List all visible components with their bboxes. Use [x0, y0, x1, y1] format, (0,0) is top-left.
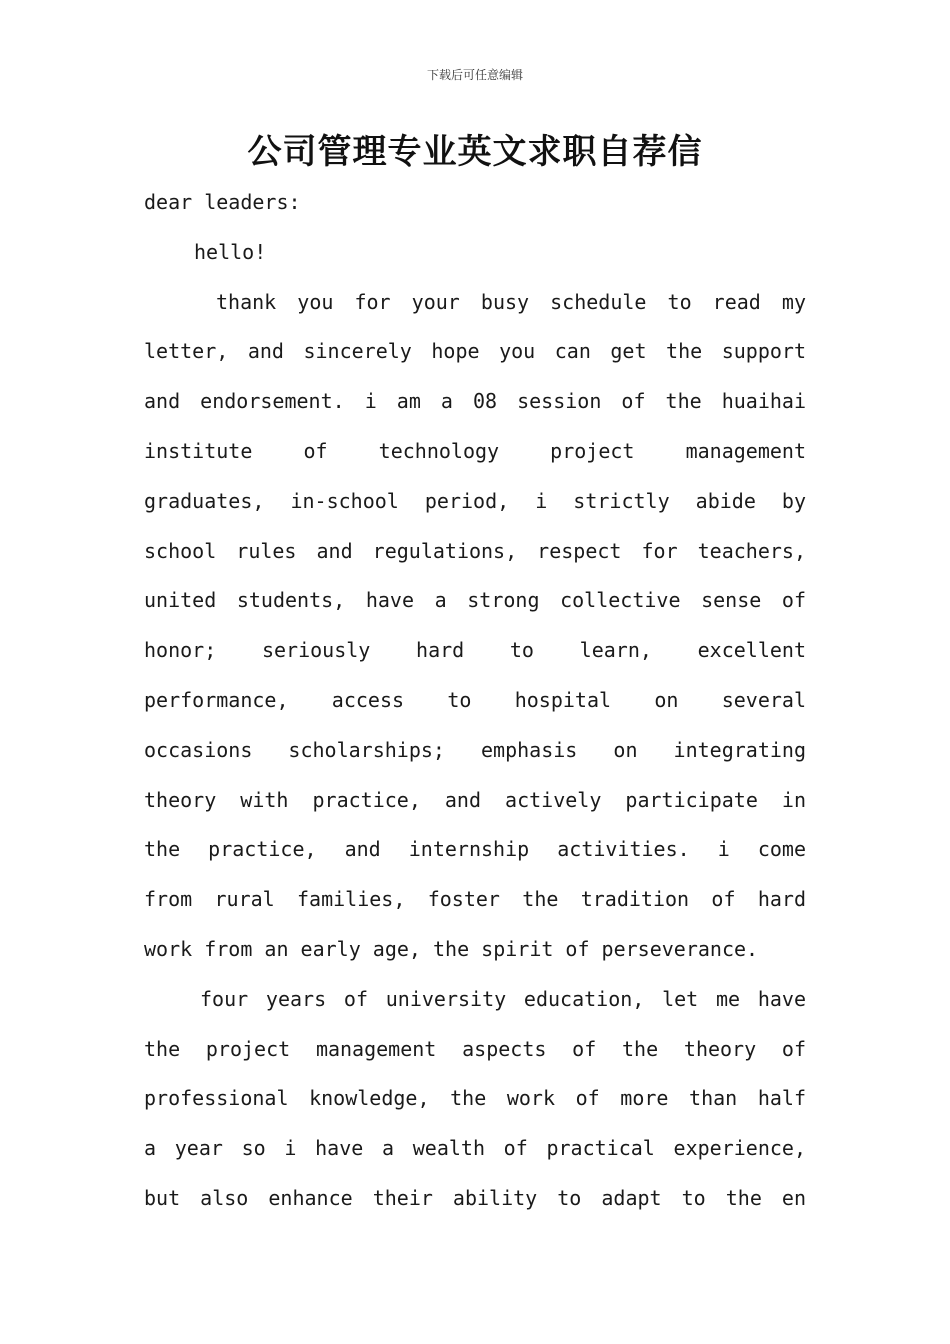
- text-line: graduates, in-school period, i strictly abide by: [144, 488, 806, 513]
- header-note: 下载后可任意编辑: [426, 68, 523, 82]
- text-line: and endorsement. i am a 08 session of the huaihai: [144, 389, 806, 414]
- text-line: but also enhance their ability to adapt to the en: [144, 1185, 806, 1210]
- text-line: from rural families, foster the tradition of hard: [144, 887, 806, 912]
- text-line: united students, have a strong collective sense of: [144, 588, 806, 613]
- letter-body: [144, 178, 806, 1224]
- text-line: performance, access to hospital on several: [144, 687, 806, 712]
- text-line: dear leaders:: [144, 190, 301, 214]
- text-line: thank you for your busy schedule to read my: [216, 289, 806, 314]
- text-line: work from an early age, the spirit of perseverance.: [144, 936, 759, 961]
- text-line: letter, and sincerely hope you can get the support: [144, 339, 806, 364]
- text-line: the project management aspects of the theory of: [144, 1036, 806, 1061]
- text-line: theory with practice, and actively participate in: [144, 787, 806, 812]
- text-line: honor; seriously hard to learn, excellent: [144, 638, 806, 663]
- text-line: four years of university education, let me have: [200, 986, 806, 1011]
- text-line: school rules and regulations, respect for teachers,: [144, 538, 806, 563]
- text-line: hello!: [194, 239, 267, 264]
- text-line: institute of technology project management: [144, 438, 806, 463]
- text-line: occasions scholarships; emphasis on integrating: [144, 737, 806, 762]
- document-title: 公司管理专业英文求职自荐信: [247, 132, 703, 172]
- text-line: the practice, and internship activities. i come: [144, 837, 806, 862]
- text-line: professional knowledge, the work of more than half: [144, 1086, 806, 1111]
- text-line: a year so i have a wealth of practical experience,: [144, 1136, 806, 1161]
